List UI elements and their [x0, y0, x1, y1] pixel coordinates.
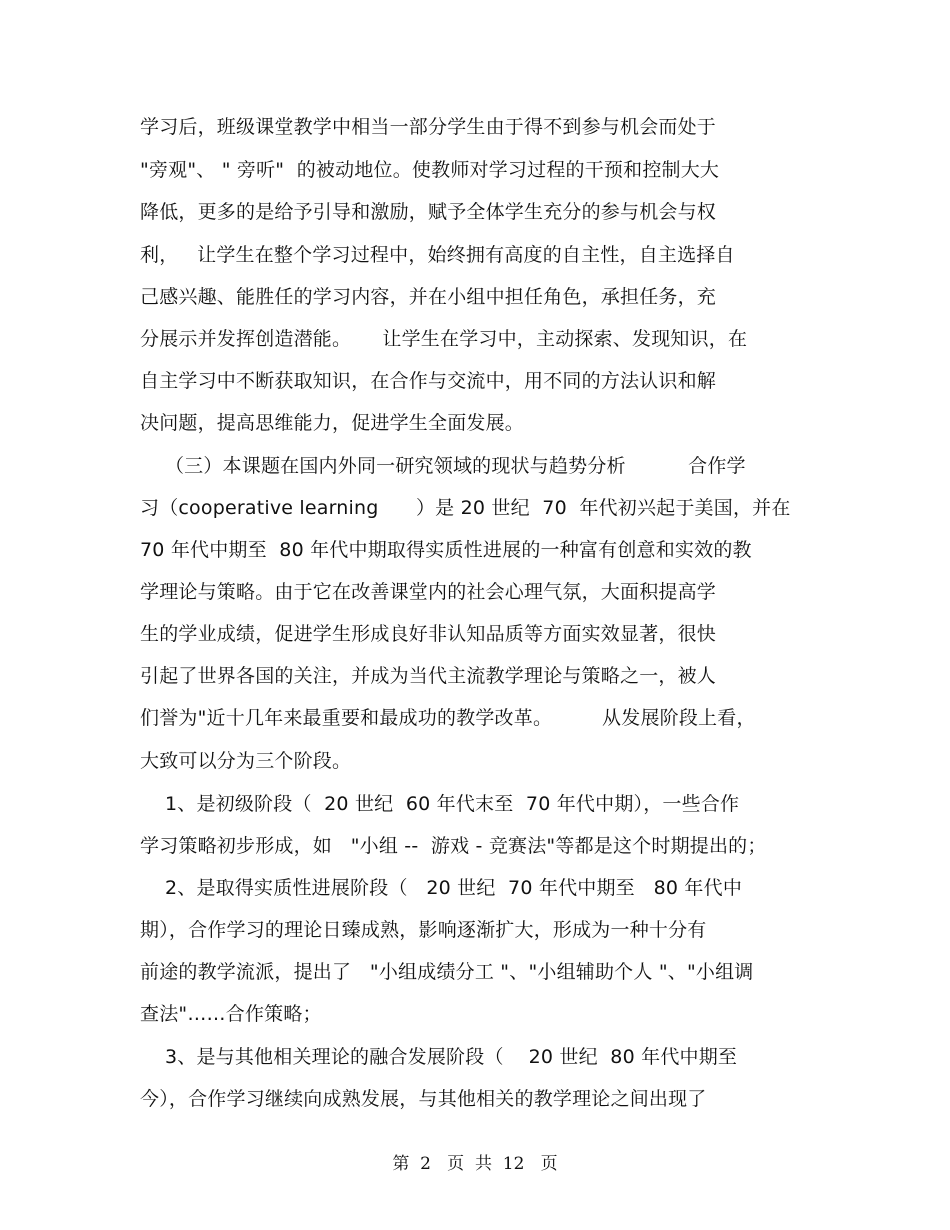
paragraph-line: 学习后，班级课堂教学中相当一部分学生由于得不到参与机会而处于 [140, 116, 717, 138]
paragraph-line: 学理论与策略。由于它在改善课堂内的社会心理气氛，大面积提高学 [140, 581, 717, 603]
list-item-line: 2、是取得实质性进展阶段（ 20 世纪 70 年代中期至 80 年代中 [140, 877, 743, 899]
paragraph-line: 降低，更多的是给予引导和激励，赋予全体学生充分的参与机会与权 [140, 201, 717, 223]
list-item-line: 前途的教学流派，提出了 "小组成绩分工 "、"小组辅助个人 "、"小组调 [140, 961, 754, 983]
paragraph-line: 利， 让学生在整个学习过程中，始终拥有高度的自主性，自主选择自 [140, 244, 735, 266]
paragraph-line: 分展示并发挥创造潜能。 让学生在学习中，主动探索、发现知识，在 [140, 328, 748, 350]
list-item-line: 1、是初级阶段（ 20 世纪 60 年代末至 70 年代中期），一些合作 [140, 793, 740, 815]
paragraph-line: 生的学业成绩，促进学生形成良好非认知品质等方面实效显著，很快 [140, 623, 717, 645]
list-item-line: 学习策略初步形成，如 "小组 -- 游戏 - 竞赛法"等都是这个时期提出的； [140, 835, 767, 857]
section-heading-line: （三）本课题在国内外同一研究领域的现状与趋势分析 合作学 [140, 455, 746, 477]
page-number-footer: 第 2 页 共 12 页 [392, 1154, 558, 1174]
paragraph-line: 己感兴趣、能胜任的学习内容，并在小组中担任角色，承担任务，充 [140, 286, 717, 308]
paragraph-line: 大致可以分为三个阶段。 [140, 750, 352, 772]
paragraph-line: 70 年代中期至 80 年代中期取得实质性进展的一种富有创意和实效的教 [140, 539, 752, 561]
paragraph-line: 们誉为"近十几年来最重要和最成功的教学改革。 从发展阶段上看， [140, 707, 756, 729]
list-item-line: 今），合作学习继续向成熟发展，与其他相关的教学理论之间出现了 [140, 1088, 707, 1110]
paragraph-line: 决问题，提高思维能力，促进学生全面发展。 [140, 412, 525, 434]
list-item-line: 3、是与其他相关理论的融合发展阶段（ 20 世纪 80 年代中期至 [140, 1046, 738, 1068]
paragraph-line: "旁观"、 " 旁听" 的被动地位。使教师对学习过程的干预和控制大大 [140, 159, 720, 181]
list-item-line: 期），合作学习的理论日臻成熟，影响逐渐扩大，形成为一种十分有 [140, 919, 707, 941]
paragraph-line: 自主学习中不断获取知识，在合作与交流中，用不同的方法认识和解 [140, 370, 717, 392]
list-item-line: 查法"……合作策略； [140, 1003, 322, 1025]
paragraph-line: 引起了世界各国的关注，并成为当代主流教学理论与策略之一，被人 [140, 665, 717, 687]
paragraph-line: 习（cooperative learning ）是 20 世纪 70 年代初兴起于美国，并在 [140, 497, 791, 519]
